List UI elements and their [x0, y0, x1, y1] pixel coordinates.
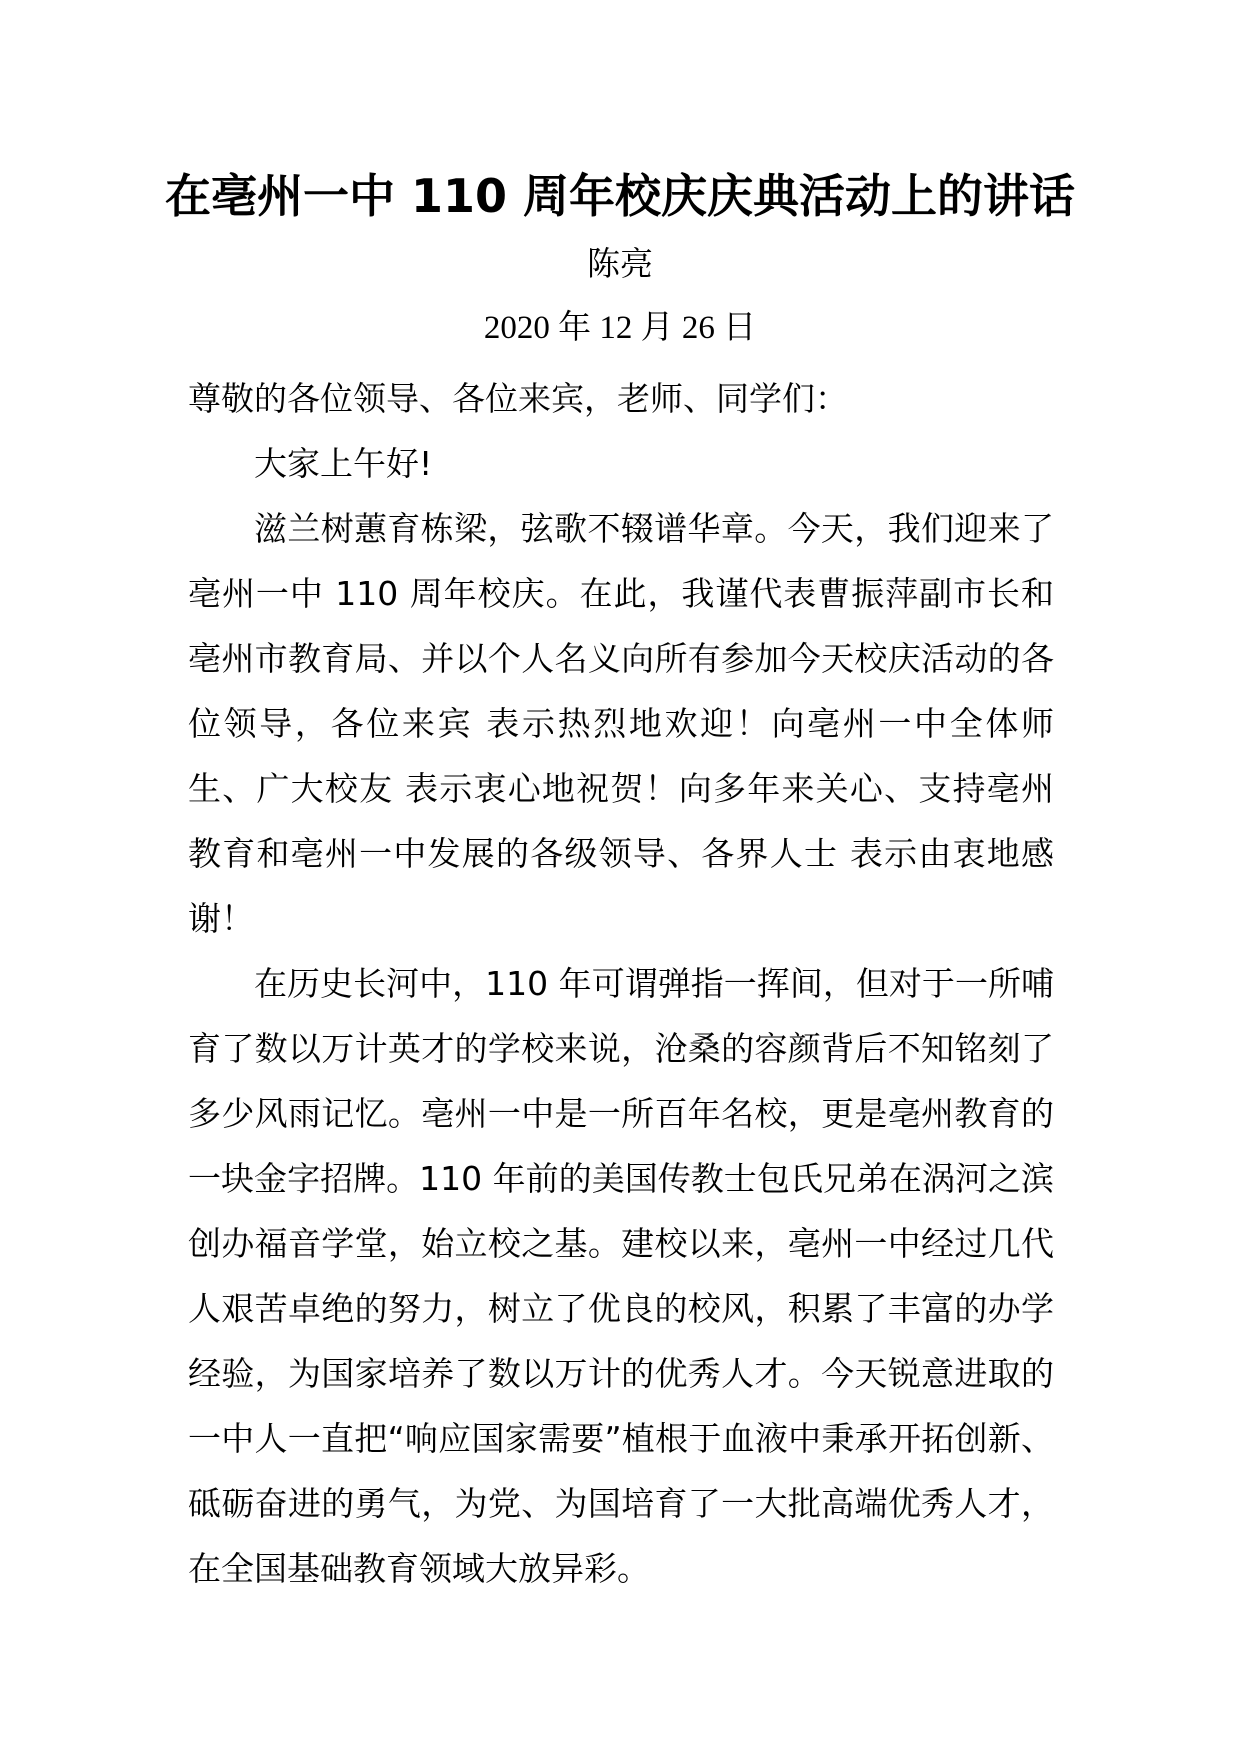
paragraph-history: 在历史长河中，110 年可谓弹指一挥间，但对于一所哺育了数以万计英才的学校来说，沧桑的容颜背后不知铭刻了多少风雨记忆。亳州一中是一所百年名校，更是亳州教育的一块金字招牌。110 年前的美国传教士包氏兄弟在涡河之滨创办福音学堂，始立校之基。建校以来，亳州一中经过几代人艰苦卓绝的努力，树立了优良的校风，积累了丰富的办学经验，为国家培养了数以万计的优秀人才。今天锐意进取的一中人一直把“响应国家需要”植根于血液中秉承开拓创新、砥砺奋进的勇气，为党、为国培育了一大批高端优秀人才，在全国基础教育领域大放异彩。: [188, 964, 1054, 1588]
paragraph-welcome: 滋兰树蕙育栋梁，弦歌不辍谱华章。今天，我们迎来了亳州一中 110 周年校庆。在此，我谨代表曹振萍副市长和亳州市教育局、并以个人名义向所有参加今天校庆活动的各位领导，各位来宾 表示热烈地欢迎！向亳州一中全体师生、广大校友 表示衷心地祝贺！向多年来关心、支持亳州教育和亳州一中发展的各级领导、各界人士 表示由衷地感谢！: [188, 509, 1054, 938]
greeting: 大家上午好!: [254, 444, 433, 483]
salutation: 尊敬的各位领导、各位来宾，老师、同学们：: [188, 379, 848, 418]
page-title: 在亳州一中 110 周年校庆庆典活动上的讲话: [164, 169, 1076, 223]
author-name: 陈亮: [587, 244, 653, 283]
speech-body: [188, 366, 1054, 1601]
speech-date: 2020 年 12 月 26 日: [483, 310, 757, 346]
